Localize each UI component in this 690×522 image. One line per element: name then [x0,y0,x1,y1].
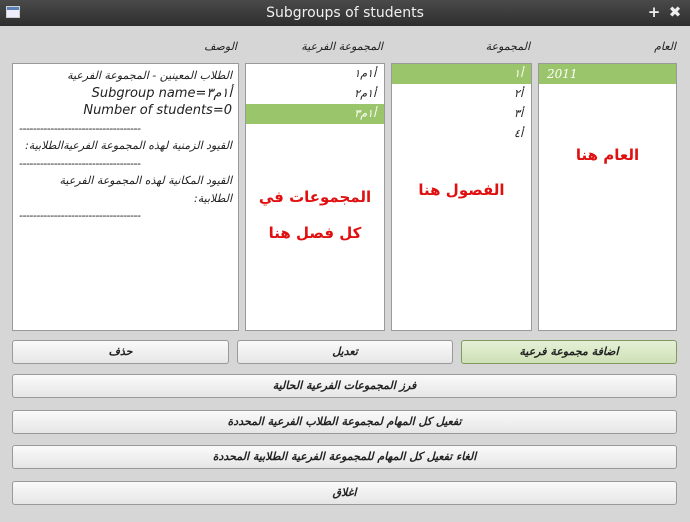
list-item[interactable]: أ١م١ [354,67,376,80]
deactivate-all-activities-button[interactable]: الغاء تفعيل كل المهام للمجموعة الفرعية الطلابية المحددة [12,445,677,469]
title-bar [0,0,690,26]
description-line: الطلاب المعينين - المجموعة الفرعية [67,69,232,82]
list-item[interactable]: أ١ [392,64,531,84]
description-subgroup-name: Subgroup name=أ١م٣ [91,85,232,101]
window-title: Subgroups of students [266,5,424,21]
list-item[interactable]: أ٣ [514,107,523,120]
list-item[interactable]: أ٢ [514,87,523,100]
add-subgroup-button[interactable]: اضافة مجموعة فرعية [461,340,677,364]
description-separator: ----------------------------------- [19,156,141,170]
description-student-count: Number of students=0 [83,103,232,118]
close-button[interactable]: اغلاق [12,481,677,505]
dialog-body [0,26,690,522]
years-annotation: العام هنا [575,146,640,164]
activate-all-activities-button[interactable]: تفعيل كل المهام لمجموعة الطلاب الفرعية المحددة [12,410,677,434]
subgroup-column-label: المجموعة الفرعية [301,40,383,53]
maximize-button[interactable]: + [647,3,661,21]
list-item[interactable]: أ١م٢ [354,87,376,100]
sort-subgroups-button[interactable]: فرز المجموعات الفرعية الحالية [12,374,677,398]
description-separator: ----------------------------------- [19,121,141,135]
subgroups-annotation-line2: كل فصل هنا [268,224,362,242]
groups-annotation: الفصول هنا [418,181,505,199]
description-box[interactable] [12,63,239,331]
years-list[interactable] [538,63,677,331]
description-column-label: الوصف [204,40,237,53]
description-separator: ----------------------------------- [19,209,141,222]
list-item[interactable]: أ١م٣ [246,104,384,124]
description-space-constraints: القيود المكانية لهذه المجموعة الفرعية [59,174,232,187]
group-column-label: المجموعة [485,40,530,53]
list-item[interactable]: أ٤ [514,127,523,140]
year-column-label: العام [654,40,676,53]
close-window-button[interactable]: ✖ [668,3,682,21]
subgroups-annotation-line1: المجموعات في [258,188,372,206]
description-time-constraints: القيود الزمنية لهذه المجموعة الفرعيةالطلابية: [25,139,232,152]
subgroups-list[interactable] [245,63,385,331]
groups-list[interactable] [391,63,532,331]
delete-button[interactable]: حذف [12,340,229,364]
edit-button[interactable]: تعديل [237,340,453,364]
list-item[interactable]: 2011 [539,64,676,84]
description-space-constraints-cont: الطلابية: [194,191,232,205]
